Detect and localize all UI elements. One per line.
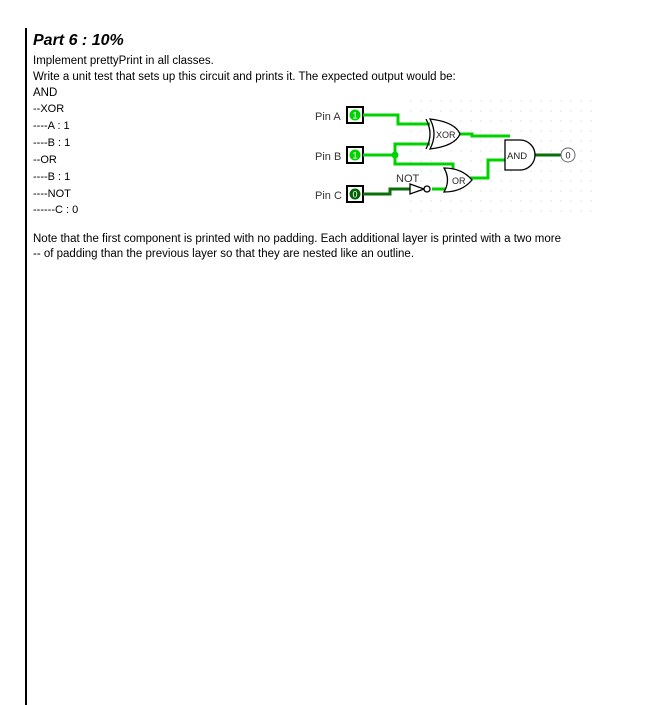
outline-line: ----NOT [33,187,71,200]
outline-line: ----B : 1 [33,136,71,149]
document-body [33,30,648,101]
pin-c-value: 0 [352,189,358,200]
pin-c-label: Pin C [315,190,342,202]
outline-line: ------C : 0 [33,204,79,217]
output-value: 0 [565,150,571,161]
or-gate-label: OR [452,176,466,186]
pin-a-value: 1 [352,110,358,121]
outline-line: ----A : 1 [33,119,70,132]
not-gate-label: NOT [396,173,420,185]
and-gate[interactable] [505,140,535,170]
note-line-1: Note that the first component is printed with no padding. Each additional layer is printed with a two more [33,233,562,245]
outline-line: ----B : 1 [33,170,71,183]
pin-b-value: 1 [352,150,358,161]
note-line-2: -- of padding than the previous layer so that they are nested like an outline. [33,248,415,260]
circuit-diagram [310,100,595,215]
wire-pin-c-to-not [363,189,410,194]
expected-output-outline [33,101,78,219]
left-border-rule [25,28,27,705]
outline-line: --XOR [33,103,65,115]
pin-b-label: Pin B [315,151,342,163]
page-title: Part 6 : 10% [33,32,124,49]
wire-junction [392,152,399,159]
outline-line: --OR [33,153,57,166]
intro-line-3: AND [33,87,58,99]
note-paragraph [33,232,633,262]
xor-gate-label: XOR [436,130,456,140]
intro-line-1: Implement prettyPrint in all classes. [33,55,214,67]
intro-line-2: Write a unit test that sets up this circuit and prints it. The expected output would be: [33,71,456,83]
pin-a-label: Pin A [315,111,341,123]
output-pin[interactable] [561,148,575,162]
and-gate-label: AND [507,151,528,162]
